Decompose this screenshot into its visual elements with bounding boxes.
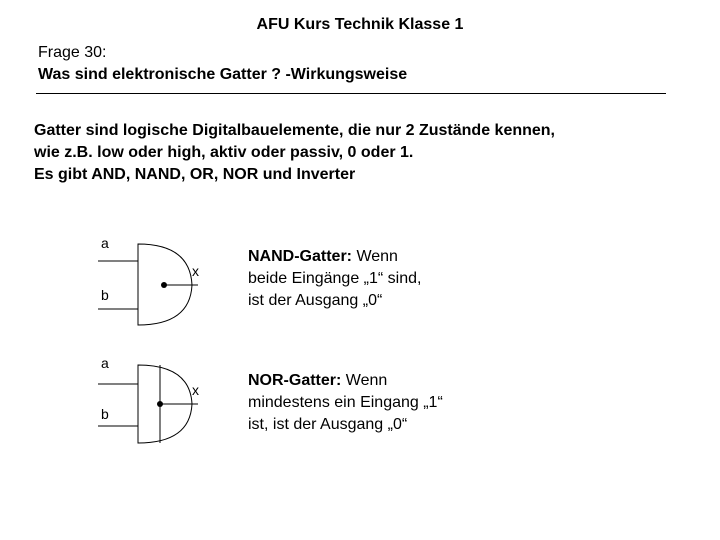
- divider: [36, 93, 666, 94]
- nor-description: [248, 370, 443, 436]
- intro-line-2: wie z.B. low oder high, aktiv oder passiv, 0 oder 1.: [34, 144, 414, 161]
- nor-output-x-label: x: [192, 382, 199, 398]
- nor-input-a-label: a: [101, 355, 109, 371]
- nand-line-3: ist der Ausgang „0“: [248, 292, 383, 309]
- nand-line-1: Wenn: [352, 248, 398, 265]
- intro-text: [34, 120, 555, 186]
- nor-line-1: Wenn: [341, 372, 388, 389]
- intro-line-1: Gatter sind logische Digitalbauelemente, die nur 2 Zustände kennen,: [34, 122, 555, 139]
- nand-gate-symbol: [90, 230, 230, 340]
- nand-input-a-label: a: [101, 235, 109, 251]
- nand-heading: NAND-Gatter:: [248, 248, 352, 265]
- nor-line-2: mindestens ein Eingang „1“: [248, 394, 443, 411]
- nor-line-3: ist, ist der Ausgang „0“: [248, 416, 408, 433]
- nor-gate-symbol: [90, 348, 230, 458]
- intro-line-3: Es gibt AND, NAND, OR, NOR und Inverter: [34, 166, 356, 183]
- nor-input-b-label: b: [101, 406, 109, 422]
- nor-gate-diagram: [90, 348, 230, 458]
- question-number: Frage 30:: [38, 44, 107, 61]
- question-block: [38, 42, 407, 86]
- nor-heading: NOR-Gatter:: [248, 372, 342, 389]
- question-text: Was sind elektronische Gatter ? -Wirkungsweise: [38, 66, 408, 83]
- nand-gate-diagram: [90, 230, 230, 340]
- nand-input-b-label: b: [101, 287, 109, 303]
- nand-line-2: beide Eingänge „1“ sind,: [248, 270, 422, 287]
- page-title: AFU Kurs Technik Klasse 1: [256, 16, 464, 33]
- nand-description: [248, 246, 421, 312]
- nand-output-x-label: x: [192, 263, 199, 279]
